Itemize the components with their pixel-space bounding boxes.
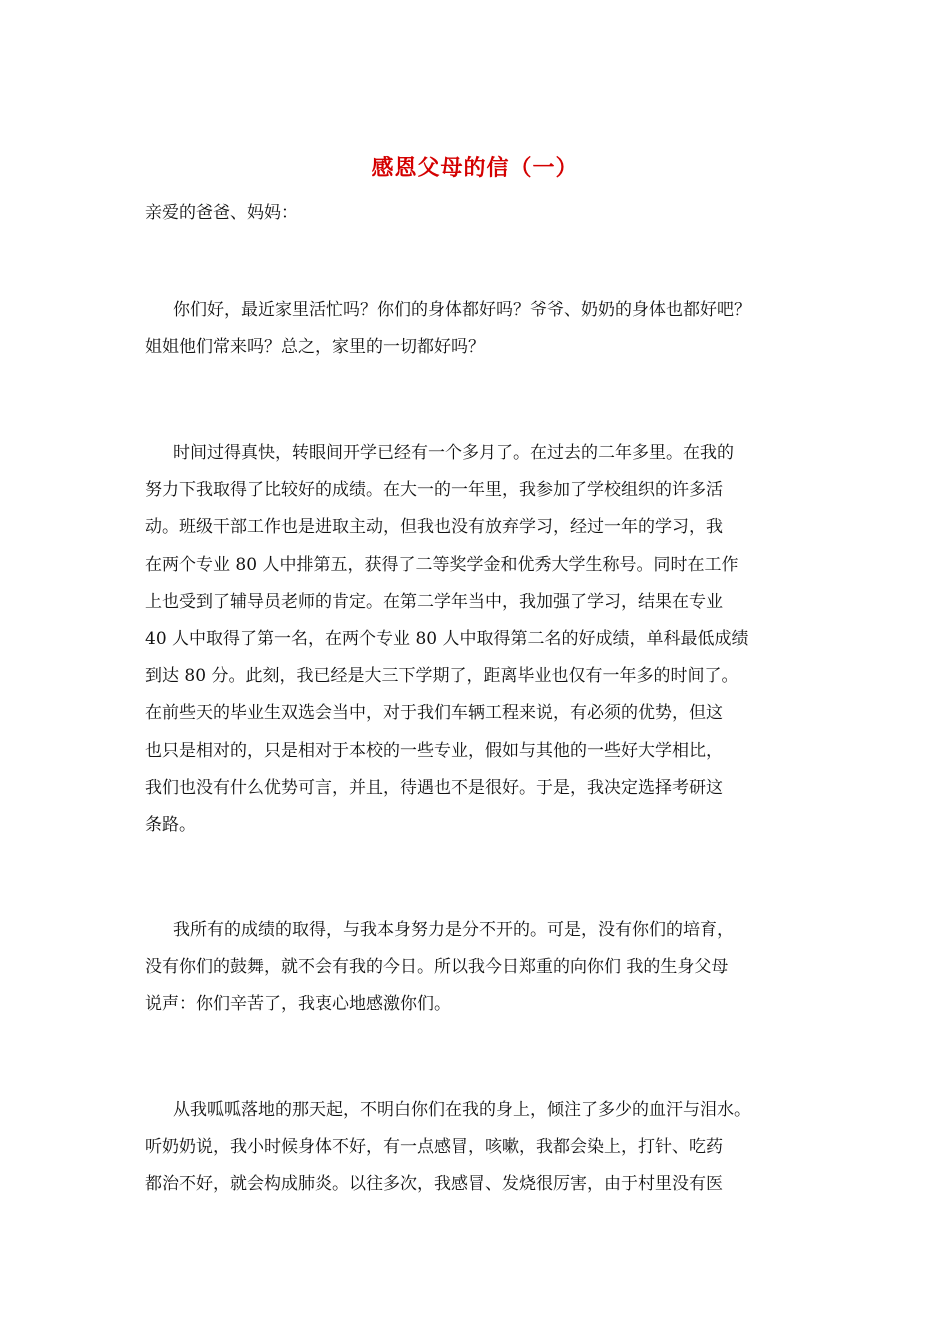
paragraph-line: 从我呱呱落地的那天起，不明白你们在我的身上，倾注了多少的血汗与泪水。 bbox=[173, 1100, 751, 1120]
paragraph-line: 到达 80 分。此刻，我已经是大三下学期了，距离毕业也仅有一年多的时间了。 bbox=[145, 666, 739, 687]
paragraph-line: 时间过得真快，转眼间开学已经有一个多月了。在过去的二年多里。在我的 bbox=[173, 443, 734, 463]
paragraph-line: 上也受到了辅导员老师的肯定。在第二学年当中，我加强了学习，结果在专业 bbox=[145, 591, 723, 612]
paragraph-1 bbox=[145, 292, 845, 366]
document-title: 感恩父母的信（一） bbox=[371, 155, 579, 181]
paragraph-line: 没有你们的鼓舞，就不会有我的今日。所以我今日郑重的向你们 我的生身父母 bbox=[145, 957, 729, 978]
paragraph-line: 都治不好，就会构成肺炎。以往多次，我感冒、发烧很厉害，由于村里没有医 bbox=[145, 1174, 723, 1195]
paragraph-line: 我们也没有什么优势可言，并且，待遇也不是很好。于是，我决定选择考研这 bbox=[145, 777, 723, 798]
paragraph-line: 在两个专业 80 人中排第五，获得了二等奖学金和优秀大学生称号。同时在工作 bbox=[145, 554, 739, 575]
paragraph-line: 你们好，最近家里活忙吗？你们的身体都好吗？爷爷、奶奶的身体也都好吧？ bbox=[173, 300, 751, 320]
salutation: 亲爱的爸爸、妈妈： bbox=[145, 203, 298, 223]
paragraph-line: 条路。 bbox=[145, 815, 196, 836]
paragraph-line: 也只是相对的，只是相对于本校的一些专业，假如与其他的一些好大学相比， bbox=[145, 740, 723, 761]
paragraph-line: 我所有的成绩的取得，与我本身努力是分不开的。可是，没有你们的培育， bbox=[173, 920, 734, 940]
paragraph-3 bbox=[145, 912, 845, 1024]
paragraph-line: 姐姐他们常来吗？总之，家里的一切都好吗？ bbox=[145, 337, 485, 358]
paragraph-2 bbox=[145, 435, 845, 844]
paragraph-4 bbox=[145, 1092, 845, 1204]
paragraph-line: 在前些天的毕业生双选会当中，对于我们车辆工程来说，有必须的优势，但这 bbox=[145, 703, 723, 724]
paragraph-line: 说声：你们辛苦了，我衷心地感激你们。 bbox=[145, 994, 451, 1015]
paragraph-line: 听奶奶说，我小时候身体不好，有一点感冒，咳嗽，我都会染上，打针、吃药 bbox=[145, 1137, 723, 1158]
paragraph-line: 努力下我取得了比较好的成绩。在大一的一年里，我参加了学校组织的许多活 bbox=[145, 480, 723, 501]
paragraph-line: 动。班级干部工作也是进取主动，但我也没有放弃学习，经过一年的学习，我 bbox=[145, 517, 723, 538]
paragraph-line: 40 人中取得了第一名，在两个专业 80 人中取得第二名的好成绩，单科最低成绩 bbox=[145, 629, 749, 650]
